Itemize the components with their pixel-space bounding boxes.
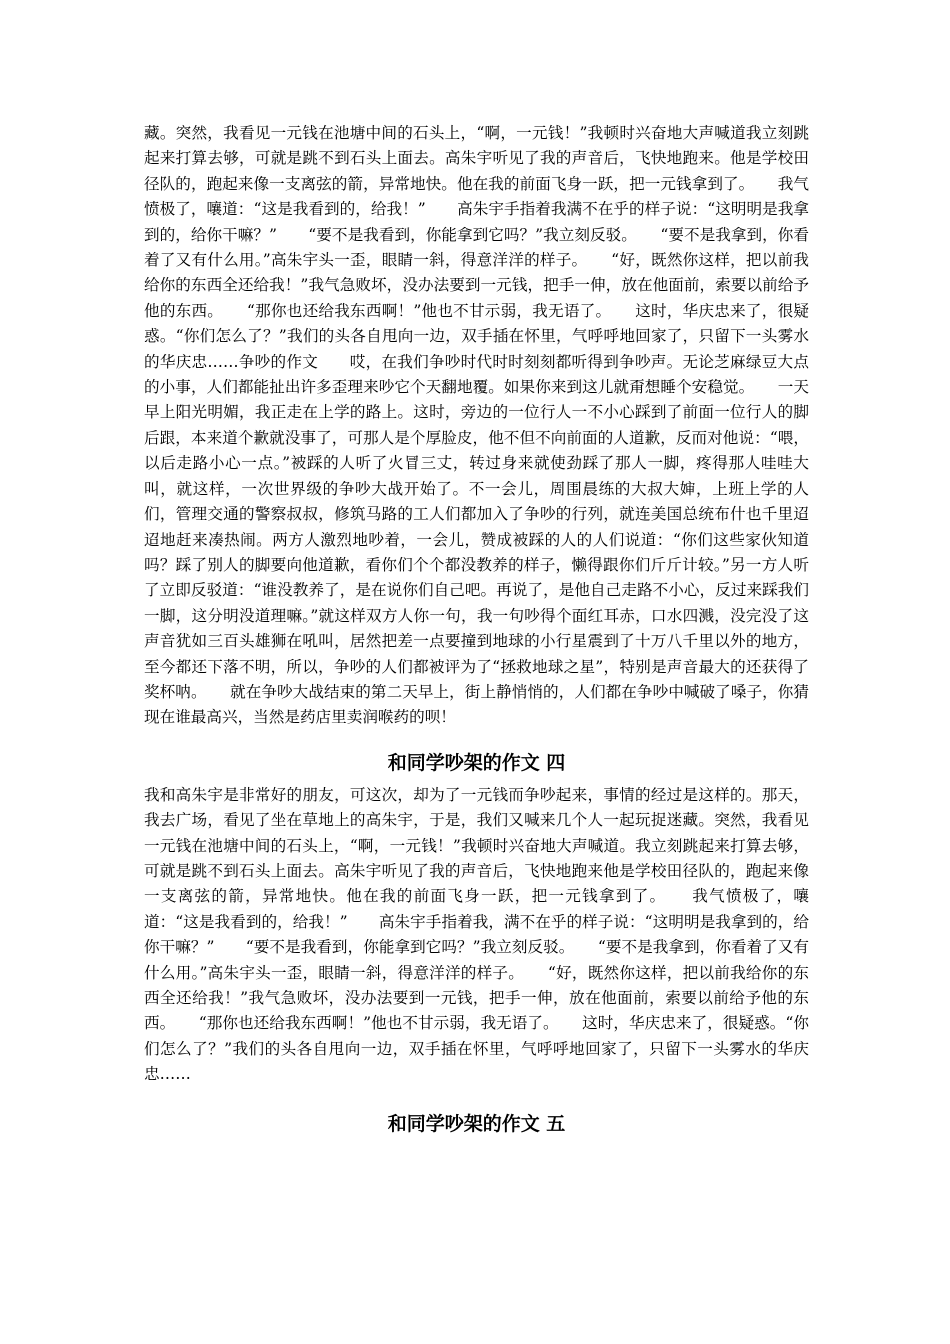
section-heading: 和同学吵架的作文 四: [387, 751, 566, 774]
essay-paragraph: 藏。突然，我看见一元钱在池塘中间的石头上，“啊，一元钱！”我顿时兴奋地大声喊道我立刻跳起来打算去够，可就是跳不到石头上面去。高朱宇听见了我的声音后，飞快地跑来。他是学校田径队的，跑起来像一支离弦的箭，异常地快。他在我的前面飞身一跃，把一元钱拿到了。 我气愤极了，嚷道：“这是我看到的，给我！” 高朱宇手指着我满不在乎的样子说：“这明明是我拿到的，给你干嘛？” “要不是我看到，你能拿到它吗？”我立刻反驳。 “要不是我拿到，你看着了又有什么用。”高朱宇头一歪，眼睛一斜，得意洋洋的样子。 “好，既然你这样，把以前我给你的东西全还给我！”我气急败坏，没办法要到一元钱，把手一伸，放在他面前，索要以前给予他的东西。 “那你也还给我东西啊！”他也不甘示弱，我无语了。 这时，华庆忠来了，很疑惑。“你们怎么了？”我们的头各自甩向一边，双手插在怀里，气呼呼地回家了，只留下一头雾水的华庆忠……争吵的作文 哎，在我们争吵时代时时刻刻都听得到争吵声。无论芝麻绿豆大点的小事，人们都能扯出许多歪理来吵它个天翻地覆。如果你来到这儿就甭想睡个安稳觉。 一天早上阳光明媚，我正走在上学的路上。这时，旁边的一位行人一不小心踩到了前面一位行人的脚后跟，本来道个歉就没事了，可那人是个厚脸皮，他不但不向前面的人道歉，反而对他说：“喂，以后走路小心一点。”被踩的人听了火冒三丈，转过身来就使劲踩了那人一脚，疼得那人哇哇大叫，就这样，一次世界级的争吵大战开始了。不一会儿，周围晨练的大叔大婶，上班上学的人们，管理交通的警察叔叔，修筑马路的工人们都加入了争吵的行列，就连美国总统布什也千里迢迢地赶来凑热闹。两方人激烈地吵着，一会儿，赞成被踩的人的人们说道：“你们这些家伙知道吗？踩了别人的脚要向他道歉，看你们个个都没教养的样子，懒得跟你们斤斤计较。”另一方人听了立即反驳道：“谁没教养了，是在说你们自己吧。再说了，是他自己走路不小心，反过来踩我们一脚，这分明没道理嘛。”就这样双方人你一句，我一句吵得个面红耳赤，口水四溅，没完没了这声音犹如三百头雄狮在吼叫，居然把差一点要撞到地球的小行星震到了十万八千里以外的地方，至今都还下落不明，所以，争吵的人们都被评为了“拯救地球之星”，特别是声音最大的还获得了奖杯呐。 就在争吵大战结束的第二天早上，街上静悄悄的，人们都在争吵中喊破了嗓子，你猜现在谁最高兴，当然是药店里卖润喉药的呗！: [144, 124, 809, 727]
section-heading: 和同学吵架的作文 五: [387, 1112, 566, 1135]
essay-paragraph: 我和高朱宇是非常好的朋友，可这次，却为了一元钱而争吵起来，事情的经过是这样的。那天，我去广场，看见了坐在草地上的高朱宇，于是，我们又喊来几个人一起玩捉迷藏。突然，我看见一元钱在池塘中间的石头上，“啊，一元钱！”我顿时兴奋地大声喊道。我立刻跳起来打算去够，可就是跳不到石头上面去。高朱宇听见了我的声音后，飞快地跑来他是学校田径队的，跑起来像一支离弦的箭，异常地快。他在我的前面飞身一跃，把一元钱拿到了。 我气愤极了，嚷道：“这是我看到的，给我！” 高朱宇手指着我，满不在乎的样子说：“这明明是我拿到的，给你干嘛？” “要不是我看到，你能拿到它吗？”我立刻反驳。 “要不是我拿到，你看着了又有什么用。”高朱宇头一歪，眼睛一斜，得意洋洋的样子。 “好，既然你这样，把以前我给你的东西全还给我！”我气急败坏，没办法要到一元钱，把手一伸，放在他面前，索要以前给予他的东西。 “那你也还给我东西啊！”他也不甘示弱，我无语了。 这时，华庆忠来了，很疑惑。“你们怎么了？”我们的头各自甩向一边，双手插在怀里，气呼呼地回家了，只留下一头雾水的华庆忠……: [144, 785, 809, 1084]
